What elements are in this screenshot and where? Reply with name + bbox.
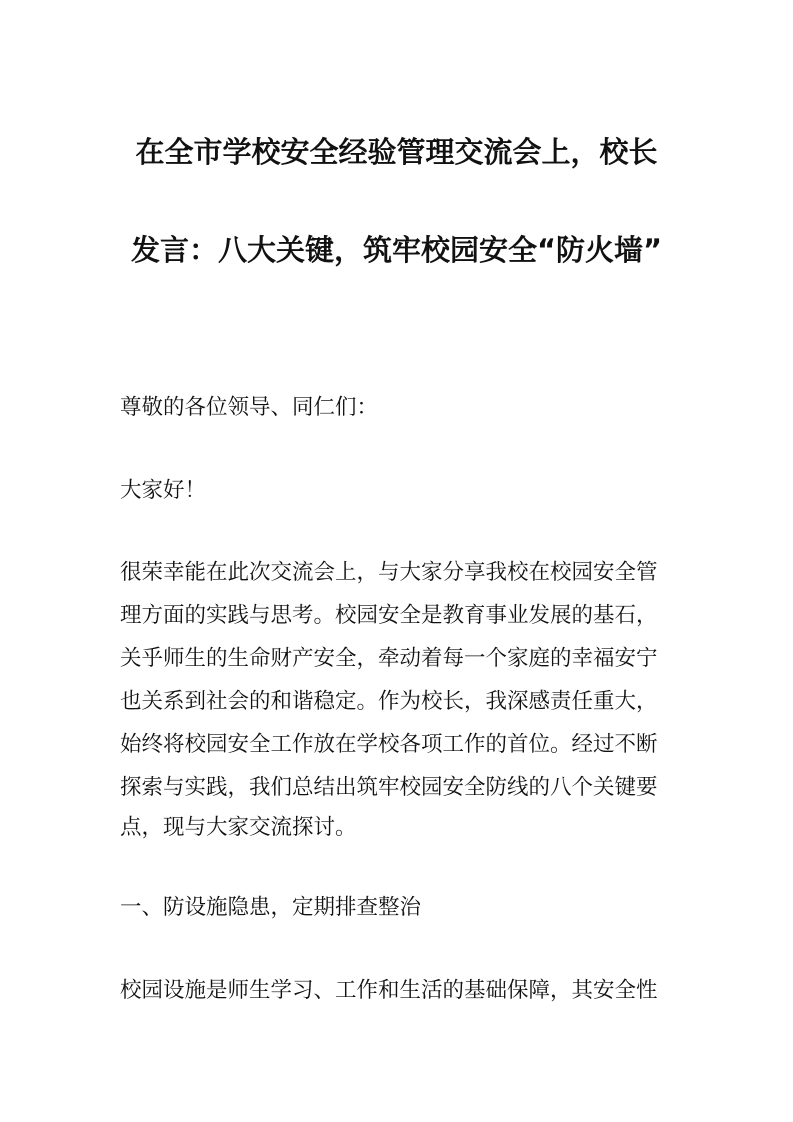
intro-line: 很荣幸能在此次交流会上，与大家分享我校在校园安全管: [120, 560, 658, 585]
intro-line: 也关系到社会的和谐稳定。作为校长，我深感责任重大，: [120, 689, 658, 714]
intro-line: 点，现与大家交流探讨。: [120, 815, 357, 840]
intro-line: 关乎师生的生命财产安全，牵动着每一个家庭的幸福安宁: [120, 646, 658, 671]
intro-line: 始终将校园安全工作放在学校各项工作的首位。经过不断: [120, 732, 658, 757]
salutation: 尊敬的各位领导、同仁们：: [120, 395, 379, 420]
section-heading: 一、防设施隐患，定期排查整治: [120, 895, 422, 920]
intro-line: 探索与实践，我们总结出筑牢校园安全防线的八个关键要: [120, 775, 658, 800]
greeting: 大家好！: [120, 478, 207, 503]
intro-line: 理方面的实践与思考。校园安全是教育事业发展的基石，: [120, 603, 658, 628]
document-title-line-2: 发言：八大关键，筑牢校园安全“防火墙”: [130, 233, 663, 267]
document-title-line-1: 在全市学校安全经验管理交流会上，校长: [135, 135, 658, 169]
section-paragraph-line: 校园设施是师生学习、工作和生活的基础保障，其安全性: [120, 978, 658, 1003]
